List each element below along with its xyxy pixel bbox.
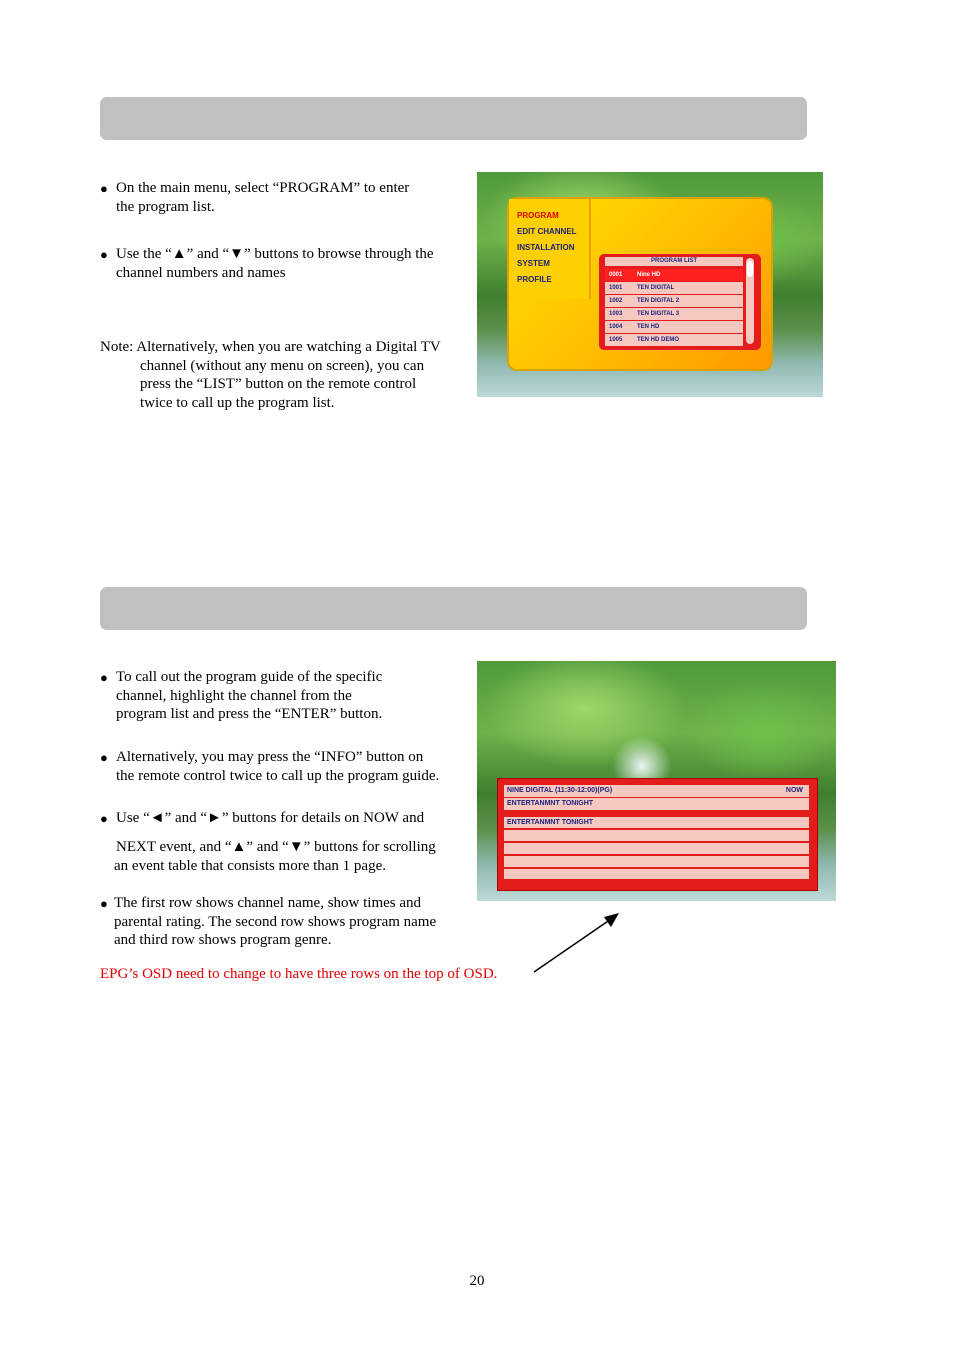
menu-item-program[interactable]: PROGRAM	[517, 211, 559, 220]
epg-now-label[interactable]: NOW	[785, 787, 803, 794]
paragraph: To call out the program guide of the specific channel, highlight the channel from the program list and press the “ENTER” button.	[116, 669, 383, 722]
epg-event-row[interactable]	[504, 869, 809, 879]
arrow-icon	[530, 908, 625, 978]
channel-row-selected[interactable]: 0001 Nine HD	[605, 269, 743, 281]
channel-row[interactable]: 1003 TEN DIGITAL 3	[605, 307, 743, 320]
menu-item-edit-channel[interactable]: EDIT CHANNEL	[517, 227, 577, 236]
channel-row[interactable]: 1005 TEN HD DEMO	[605, 333, 743, 346]
section-header-bar	[100, 97, 807, 140]
program-list-title: PROGRAM LIST	[605, 257, 743, 266]
main-menu	[517, 208, 577, 288]
epg-channel-info: NINE DIGITAL (11:30-12:00)(PG)	[507, 787, 613, 794]
epg-row-program: ENTERTANMNT TONIGHT	[504, 798, 809, 810]
bullet-icon: ●	[100, 247, 108, 262]
paragraph: Use the “▲” and “▼” buttons to browse through the channel numbers and names	[116, 246, 434, 281]
paragraph: Alternatively, you may press the “INFO” button on the remote control twice to call up the program guide.	[116, 749, 440, 784]
menu-item-installation[interactable]: INSTALLATION	[517, 243, 575, 252]
channel-list	[605, 269, 743, 346]
program-list-screenshot	[477, 172, 823, 397]
channel-row[interactable]: 1002 TEN DIGITAL 2	[605, 294, 743, 307]
paragraph: On the main menu, select “PROGRAM” to enter the program list.	[116, 180, 410, 215]
bullet-icon: ●	[100, 896, 108, 911]
epg-event-row[interactable]	[504, 856, 809, 869]
bullet-icon: ●	[100, 181, 108, 196]
program-list-panel	[599, 254, 761, 350]
paragraph: Use “◄” and “►” buttons for details on NOW and	[116, 810, 425, 826]
menu-item-profile[interactable]: PROFILE	[517, 275, 552, 284]
red-note: EPG’s OSD need to change to have three rows on the top of OSD.	[100, 966, 498, 982]
paragraph: NEXT event, and “▲” and “▼” buttons for scrolling	[116, 839, 436, 855]
paragraph: an event table that consists more than 1 page.	[114, 858, 386, 874]
scrollbar[interactable]	[746, 258, 754, 344]
channel-row[interactable]: 1001 TEN DIGITAL	[605, 281, 743, 294]
epg-screenshot	[477, 661, 836, 901]
paragraph: The first row shows channel name, show times and parental rating. The second row shows program name and third row shows program genre.	[114, 895, 437, 948]
section-header-bar	[100, 587, 807, 630]
note: Note: Alternatively, when you are watching a Digital TV channel (without any menu on screen), you can press the “LIST” button on the remote control twice to call up the program list.	[100, 339, 441, 411]
bullet-icon: ●	[100, 750, 108, 765]
epg-panel	[497, 778, 818, 891]
epg-row-header	[504, 785, 809, 797]
epg-event-row[interactable]: ENTERTANMNT TONIGHT	[504, 817, 809, 830]
epg-event-row[interactable]	[504, 830, 809, 843]
epg-event-row[interactable]	[504, 843, 809, 856]
bullet-icon: ●	[100, 670, 108, 685]
channel-row[interactable]: 1004 TEN HD	[605, 320, 743, 333]
bullet-icon: ●	[100, 811, 108, 826]
menu-item-system[interactable]: SYSTEM	[517, 259, 550, 268]
page-number: 20	[469, 1273, 485, 1289]
epg-event-table	[504, 817, 809, 883]
